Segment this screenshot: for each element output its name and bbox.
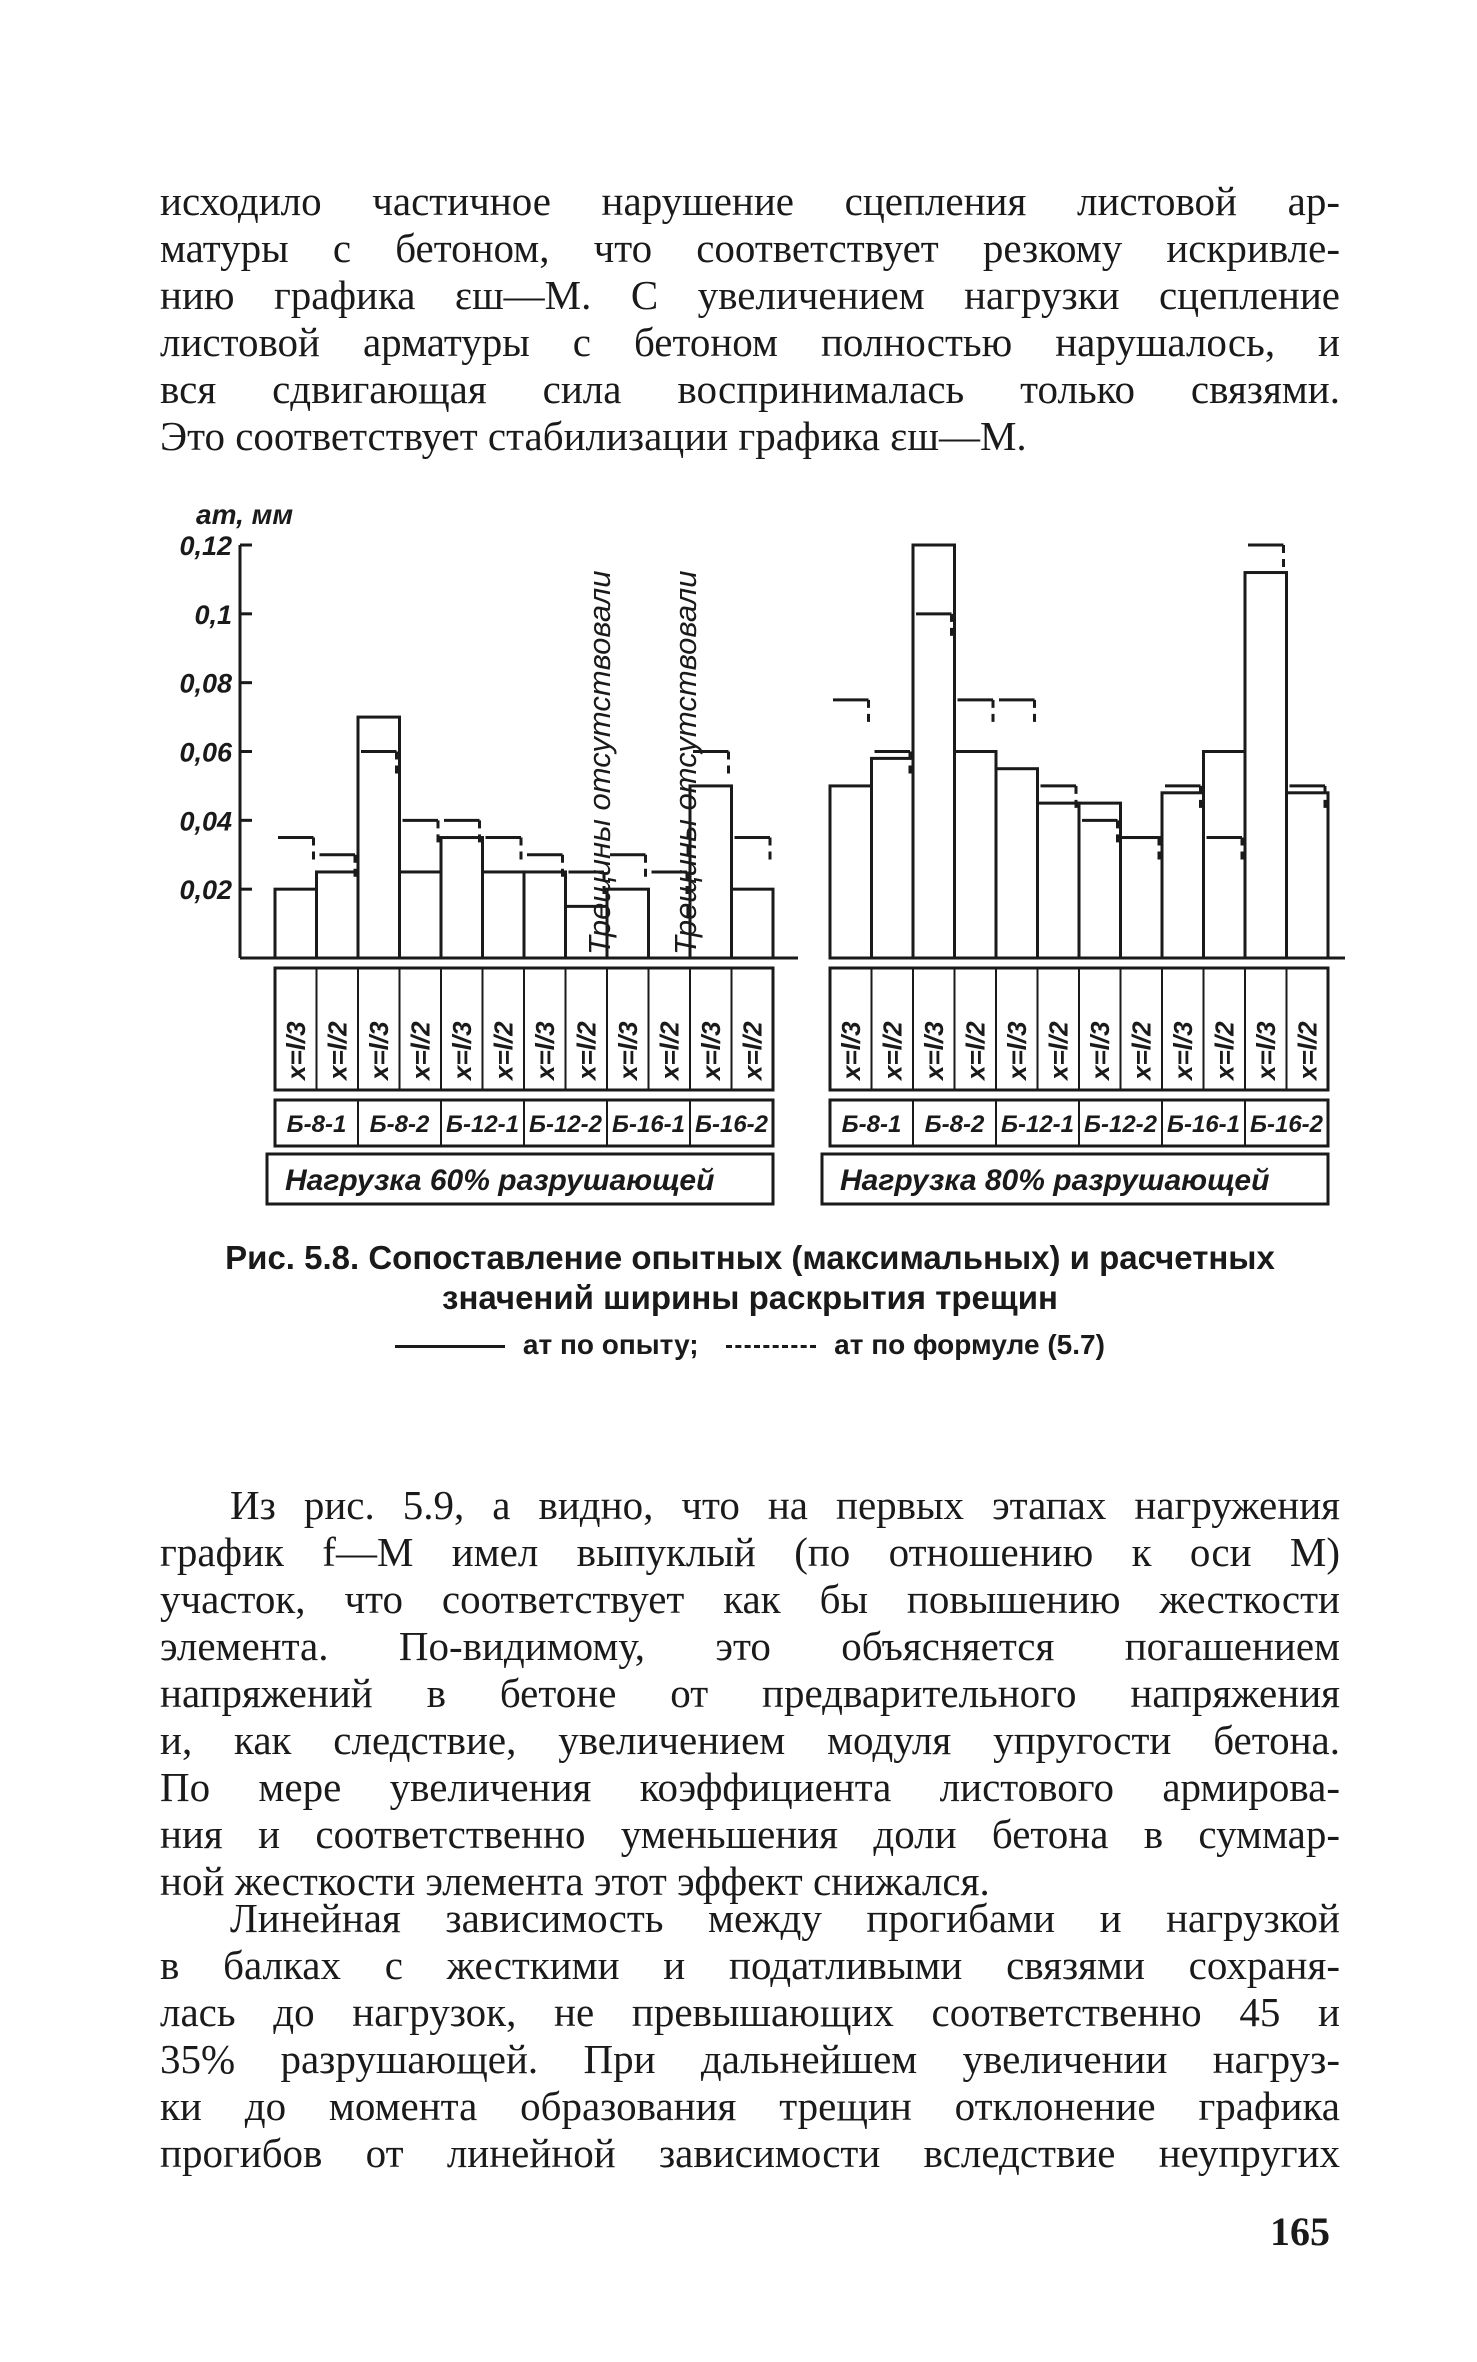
right-x-label: x=l/3 — [1084, 1021, 1115, 1080]
paragraph-2 — [160, 1482, 1340, 1905]
right-x-label: x=l/3 — [835, 1021, 866, 1080]
text-line: ки до момента образования трещин отклонение графика — [160, 2083, 1340, 2129]
left-beam-label: Б-12-2 — [528, 1111, 603, 1138]
right-bar-experimental — [872, 758, 914, 958]
right-bar-experimental — [1204, 752, 1246, 959]
right-x-label: x=l/3 — [1167, 1021, 1198, 1080]
right-bar-experimental — [1245, 573, 1287, 958]
left-x-label: x=l/2 — [654, 1021, 685, 1080]
right-bar-experimental — [955, 752, 997, 959]
right-bar-experimental — [913, 545, 955, 958]
figure-caption: Рис. 5.8. Сопоставление опытных (максимальных) и расчетных значений ширины раскрытия трещин — [225, 1239, 1275, 1316]
y-tick-label: 0,02 — [179, 875, 232, 906]
right-bar-experimental — [1038, 803, 1080, 958]
right-bar-experimental — [1079, 803, 1121, 958]
right-x-label: x=l/2 — [1043, 1021, 1074, 1080]
text-line: листовой арматуры с бетоном полностью нарушалось, и — [160, 319, 1340, 365]
left-x-label: x=l/3 — [280, 1021, 311, 1080]
left-x-label: x=l/3 — [529, 1021, 560, 1080]
left-bar-experimental — [483, 872, 525, 958]
y-tick-label: 0,04 — [179, 806, 232, 837]
text-line: в балках с жесткими и податливыми связями сохраня- — [160, 1942, 1340, 1988]
left-x-label: x=l/3 — [363, 1021, 394, 1080]
y-axis-label: aт, мм — [196, 499, 294, 530]
right-beam-label: Б-12-2 — [1083, 1111, 1158, 1138]
left-beam-label: Б-8-2 — [369, 1111, 430, 1138]
text-line: матуры с бетоном, что соответствует резкому искривле- — [160, 225, 1340, 271]
right-bar-experimental — [830, 786, 872, 958]
solid-line-swatch — [395, 1345, 505, 1348]
left-beam-label: Б-8-1 — [286, 1111, 347, 1138]
right-beam-label: Б-16-2 — [1249, 1111, 1324, 1138]
text-line: участок, что соответствует как бы повышению жесткости — [160, 1576, 1340, 1622]
left-x-label: x=l/2 — [322, 1021, 353, 1080]
left-bar-experimental — [441, 838, 483, 958]
text-line: график f—M имел выпуклый (по отношению к оси М) — [160, 1529, 1340, 1575]
page-number: 165 — [1270, 2209, 1330, 2254]
text-line: Это соответствует стабилизации графика εш—М. — [160, 413, 1027, 459]
left-beam-label: Б-16-1 — [611, 1111, 686, 1138]
paragraph-3 — [160, 1895, 1340, 2177]
figure-legend — [160, 1328, 1340, 1362]
left-x-label: x=l/3 — [446, 1021, 477, 1080]
left-bar-experimental — [400, 872, 442, 958]
right-x-label: x=l/2 — [1126, 1021, 1157, 1080]
left-beam-label: Б-12-1 — [445, 1111, 520, 1138]
text-line: и, как следствие, увеличением модуля упругости бетона. — [160, 1717, 1340, 1763]
y-tick-label: 0,12 — [179, 531, 232, 561]
text-line: Линейная зависимость между прогибами и нагрузкой — [230, 1895, 1340, 1941]
right-x-label: x=l/2 — [1209, 1021, 1240, 1080]
legend-solid-label: aт по опыту; — [522, 1329, 699, 1360]
text-line: исходило частичное нарушение сцепления листовой ар- — [160, 178, 1340, 224]
text-line: вся сдвигающая сила воспринималась только связями. — [160, 366, 1340, 412]
dashed-line-swatch — [726, 1345, 816, 1348]
left-beam-label: Б-16-2 — [694, 1111, 769, 1138]
crack-note-1: Трещины отсутствовали — [582, 570, 617, 955]
right-x-label: x=l/3 — [918, 1021, 949, 1080]
right-x-label: x=l/2 — [877, 1021, 908, 1080]
y-tick-label: 0,08 — [179, 668, 232, 699]
left-load-label: Нагрузка 60% разрушающей — [285, 1164, 715, 1197]
left-bar-experimental — [317, 872, 359, 958]
left-bar-experimental — [732, 889, 774, 958]
right-x-label: x=l/3 — [1250, 1021, 1281, 1080]
right-beam-label: Б-12-1 — [1000, 1111, 1075, 1138]
right-beam-label: Б-8-1 — [841, 1111, 902, 1138]
right-x-label: x=l/3 — [1001, 1021, 1032, 1080]
text-line: прогибов от линейной зависимости вследствие неупругих — [160, 2130, 1340, 2176]
text-line: 35% разрушающей. При дальнейшем увеличении нагруз- — [160, 2036, 1340, 2082]
right-bar-experimental — [1162, 793, 1204, 958]
left-x-label: x=l/3 — [612, 1021, 643, 1080]
right-load-label: Нагрузка 80% разрушающей — [840, 1164, 1270, 1197]
left-bar-experimental — [358, 717, 400, 958]
right-bar-experimental — [996, 769, 1038, 958]
right-beam-label: Б-8-2 — [924, 1111, 985, 1138]
text-line: Из рис. 5.9, а видно, что на первых этапах нагружения — [230, 1482, 1340, 1528]
right-bar-experimental — [1287, 793, 1329, 958]
left-x-label: x=l/2 — [405, 1021, 436, 1080]
text-line: нию графика εш—М. С увеличением нагрузки сцепление — [160, 272, 1340, 318]
text-line: ной жесткости элемента этот эффект снижался. — [160, 1858, 990, 1904]
left-x-label: x=l/3 — [695, 1021, 726, 1080]
y-tick-label: 0,1 — [194, 599, 232, 630]
text-line: элемента. По-видимому, это объясняется погашением — [160, 1623, 1340, 1669]
left-bar-experimental — [524, 872, 566, 958]
right-beam-label: Б-16-1 — [1166, 1111, 1241, 1138]
text-line: По мере увеличения коэффициента листового армирова- — [160, 1764, 1340, 1810]
text-line: ния и соответственно уменьшения доли бетона в суммар- — [160, 1811, 1340, 1857]
right-x-label: x=l/2 — [1292, 1021, 1323, 1080]
crack-note-2: Трещины отсутствовали — [668, 570, 703, 955]
left-x-label: x=l/2 — [571, 1021, 602, 1080]
right-x-label: x=l/2 — [960, 1021, 991, 1080]
left-bar-experimental — [275, 889, 317, 958]
text-line: лась до нагрузок, не превышающих соответственно 45 и — [160, 1989, 1340, 2035]
left-x-label: x=l/2 — [488, 1021, 519, 1080]
left-x-label: x=l/2 — [737, 1021, 768, 1080]
right-bar-experimental — [1121, 838, 1163, 958]
text-line: напряжений в бетоне от предварительного напряжения — [160, 1670, 1340, 1716]
y-tick-label: 0,06 — [179, 737, 232, 768]
legend-dashed-label: aт по формуле (5.7) — [834, 1329, 1105, 1360]
